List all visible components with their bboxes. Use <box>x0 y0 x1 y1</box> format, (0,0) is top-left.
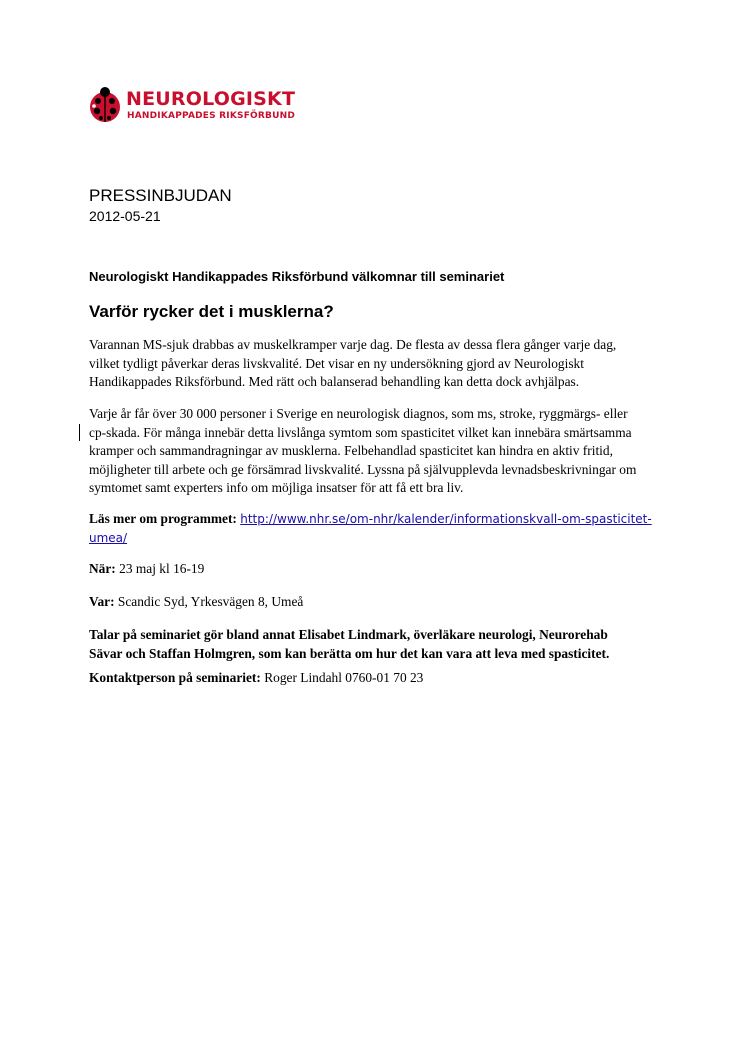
logo-name: NEUROLOGISKT <box>126 88 296 110</box>
logo-subtitle: HANDIKAPPADES RIKSFÖRBUND <box>127 111 295 121</box>
paragraph-line: symtomet samt experters info om möjliga insatser för att få ett bra liv. <box>89 480 464 496</box>
headline: Varför rycker det i musklerna? <box>89 302 334 321</box>
text-cursor <box>79 424 80 441</box>
contact-label: Kontaktperson på seminariet: <box>89 670 261 685</box>
program-link[interactable]: http://www.nhr.se/om-nhr/kalender/informationskvall-om-spasticitet- <box>240 512 652 526</box>
paragraph-line: Varannan MS-sjuk drabbas av muskelkramper varje dag. De flesta av dessa flera gånger varje dag, <box>89 337 617 352</box>
ladybug-logo-icon <box>88 86 122 124</box>
press-title: PRESSINBJUDAN <box>89 186 232 205</box>
body-paragraph <box>89 405 659 498</box>
read-more-row-continued <box>89 530 127 546</box>
where-row <box>89 594 303 610</box>
paragraph-line: möjligheter till arbete och ge försämrad livskvalité. Lyssna på självupplevda levnadsbeskrivningar om <box>89 461 637 477</box>
where-label: Var: <box>89 594 115 609</box>
intro-paragraph <box>89 336 659 392</box>
speakers-paragraph <box>89 625 609 663</box>
paragraph-line: Varje år får över 30 000 personer i Sverige en neurologisk diagnos, som ms, stroke, ryggmärgs- eller <box>89 406 628 421</box>
when-row <box>89 561 204 577</box>
where-value: Scandic Syd, Yrkesvägen 8, Umeå <box>117 594 304 609</box>
contact-row <box>89 670 423 686</box>
contact-value: Roger Lindahl 0760-01 70 23 <box>264 670 424 685</box>
speakers-line: Sävar och Staffan Holmgren, som kan berätta om hur det kan vara att leva med spasticitet. <box>89 646 610 661</box>
organization-logo <box>88 84 328 128</box>
paragraph-line: vilket tydligt påverkar deras livskvalité. Det visar en ny undersökning gjord av Neurologiskt <box>89 355 584 371</box>
press-date: 2012-05-21 <box>89 208 161 224</box>
paragraph-line: Handikappades Riksförbund. Med rätt och balanserad behandling kan detta dock avhjälpas. <box>89 374 580 390</box>
when-value: 23 maj kl 16-19 <box>119 561 205 576</box>
speakers-line: Talar på seminariet gör bland annat Elisabet Lindmark, överläkare neurologi, Neurorehab <box>89 627 608 642</box>
read-more-row <box>89 511 652 527</box>
program-link-continued[interactable]: umea/ <box>89 531 128 545</box>
when-label: När: <box>89 561 116 576</box>
invitation-line: Neurologiskt Handikappades Riksförbund välkomnar till seminariet <box>89 269 505 284</box>
read-more-label: Läs mer om programmet: <box>89 511 237 526</box>
paragraph-line: kramper och sammandragningar av musklerna. Felbehandlad spasticitet kan hindra en aktiv fritid, <box>89 443 613 459</box>
paragraph-line: cp-skada. För många innebär detta livslånga symtom som spasticitet vilket kan innebära smärtsamma <box>89 424 632 440</box>
